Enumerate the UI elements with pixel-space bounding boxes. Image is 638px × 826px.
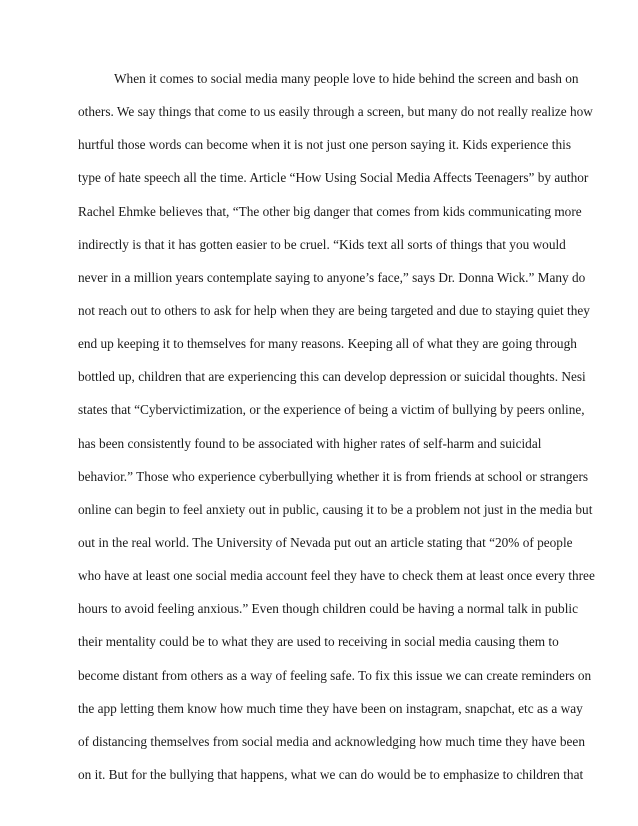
- text-line: has been consistently found to be associated with higher rates of self-harm and suicidal: [78, 435, 542, 451]
- text-line: type of hate speech all the time. Article “How Using Social Media Affects Teenagers” by author: [78, 170, 589, 186]
- text-line: of distancing themselves from social media and acknowledging how much time they have been: [78, 733, 585, 749]
- text-line: bottled up, children that are experiencing this can develop depression or suicidal thoughts. Nesi: [78, 369, 586, 385]
- text-line: out in the real world. The University of Nevada put out an article stating that “20% of people: [78, 534, 573, 550]
- text-line: states that “Cybervictimization, or the experience of being a victim of bullying by peers online,: [78, 402, 585, 418]
- text-line: indirectly is that it has gotten easier to be cruel. “Kids text all sorts of things that you would: [78, 236, 566, 252]
- text-line: Rachel Ehmke believes that, “The other big danger that comes from kids communicating more: [78, 203, 582, 219]
- text-line: end up keeping it to themselves for many reasons. Keeping all of what they are going through: [78, 336, 577, 352]
- text-line: who have at least one social media account feel they have to check them at least once every three: [78, 568, 595, 584]
- text-line: hurtful those words can become when it is not just one person saying it. Kids experience this: [78, 137, 571, 153]
- text-line: on it. But for the bullying that happens, what we can do would be to emphasize to children that: [78, 766, 584, 782]
- text-line: their mentality could be to what they are used to receiving in social media causing them to: [78, 634, 559, 650]
- paragraph: [78, 69, 595, 798]
- text-line: become distant from others as a way of feeling safe. To fix this issue we can create reminders on: [78, 667, 592, 683]
- text-line: hours to avoid feeling anxious.” Even though children could be having a normal talk in public: [78, 601, 578, 617]
- text-line: others. We say things that come to us easily through a screen, but many do not really realize how: [78, 104, 593, 120]
- text-line: behavior.” Those who experience cyberbullying whether it is from friends at school or strangers: [78, 468, 589, 484]
- text-line: online can begin to feel anxiety out in public, causing it to be a problem not just in the media but: [78, 501, 593, 517]
- text-line: never in a million years contemplate saying to anyone’s face,” says Dr. Donna Wick.” Many do: [78, 269, 586, 285]
- text-line: not reach out to others to ask for help when they are being targeted and due to staying quiet they: [78, 302, 590, 318]
- text-line: the app letting them know how much time they have been on instagram, snapchat, etc as a way: [78, 700, 583, 716]
- text-line: When it comes to social media many people love to hide behind the screen and bash on: [114, 71, 579, 86]
